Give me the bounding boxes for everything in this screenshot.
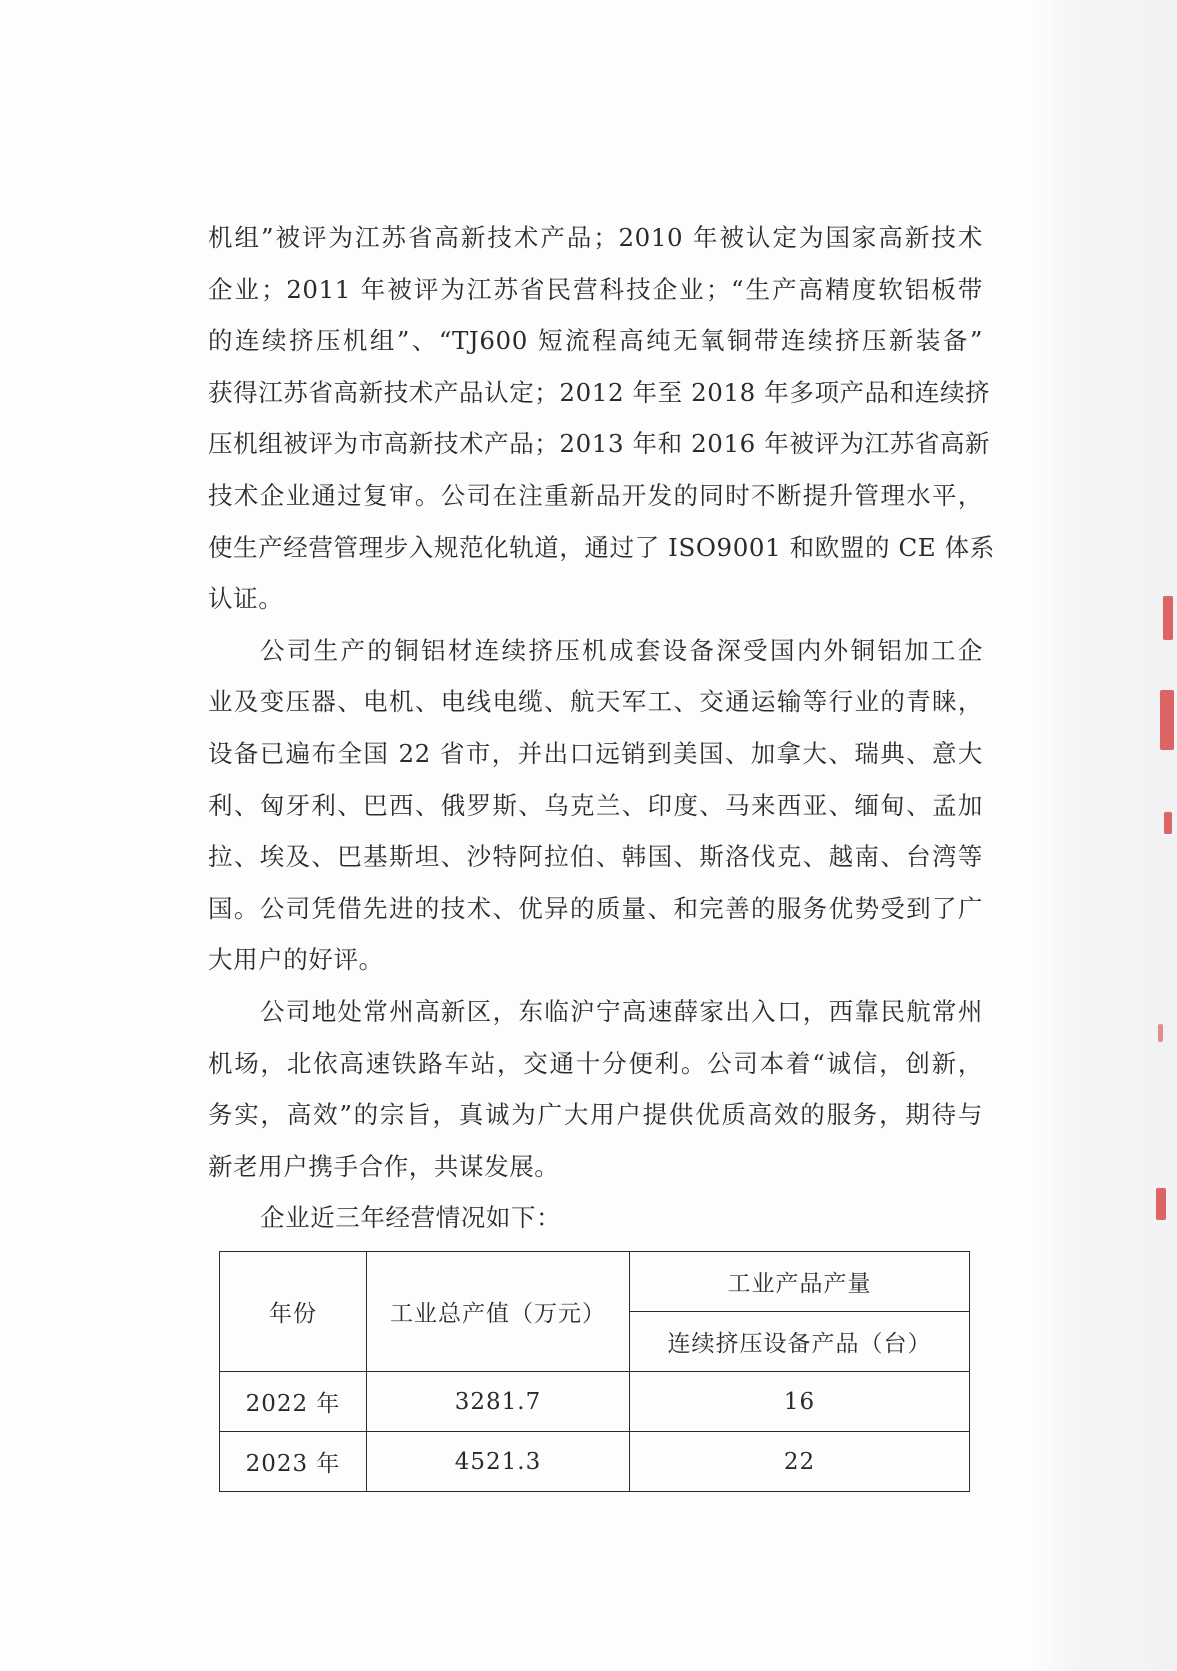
paragraph-line: 新老用户携手合作，共谋发展。 [208,1151,560,1181]
table-header-row [220,1252,970,1312]
table-row [220,1372,970,1432]
table-row [220,1432,970,1492]
paragraph-line: 利、匈牙利、巴西、俄罗斯、乌克兰、印度、马来西亚、缅甸、孟加 [208,790,983,820]
paragraph-line: 企业；2011 年被评为江苏省民营科技企业；“生产高精度软铝板带 [208,274,983,304]
cell-year: 2023 年 [220,1432,367,1492]
operations-table [219,1251,970,1492]
paragraph-line: 公司生产的铜铝材连续挤压机成套设备深受国内外铜铝加工企 [260,635,983,665]
paragraph-line: 的连续挤压机组”、“TJ600 短流程高纯无氧铜带连续挤压新装备” [208,326,983,356]
stamp-fragment [1164,812,1172,834]
table-intro: 企业近三年经营情况如下： [260,1203,562,1233]
body-text [208,212,995,1244]
paragraph-line: 业及变压器、电机、电线电缆、航天军工、交通运输等行业的青睐， [208,687,983,717]
paragraph-line: 设备已遍布全国 22 省市，并出口远销到美国、加拿大、瑞典、意大 [208,738,983,768]
paragraph-line: 认证。 [208,584,284,614]
header-output-value: 工业总产值（万元） [367,1252,630,1372]
paragraph-line: 技术企业通过复审。公司在注重新品开发的同时不断提升管理水平， [208,480,983,510]
paragraph-line: 国。公司凭借先进的技术、优异的质量、和完善的服务优势受到了广 [208,893,983,923]
cell-value: 3281.7 [367,1372,630,1432]
paragraph-line: 获得江苏省高新技术产品认定；2012 年至 2018 年多项产品和连续挤 [208,377,991,407]
header-year: 年份 [220,1252,367,1372]
cell-year: 2022 年 [220,1372,367,1432]
stamp-fragment [1156,1188,1166,1220]
cell-value: 4521.3 [367,1432,630,1492]
paragraph-line: 大用户的好评。 [208,945,384,975]
header-product-sub: 连续挤压设备产品（台） [630,1312,970,1372]
paragraph-line: 压机组被评为市高新技术产品；2013 年和 2016 年被评为江苏省高新 [208,429,991,459]
header-product-output: 工业产品产量 [630,1252,970,1312]
paragraph-line: 机场，北依高速铁路车站，交通十分便利。公司本着“诚信，创新， [208,1048,983,1078]
paragraph-line: 务实，高效”的宗旨，真诚为广大用户提供优质高效的服务，期待与 [208,1100,983,1130]
paragraph-line: 拉、埃及、巴基斯坦、沙特阿拉伯、韩国、斯洛伐克、越南、台湾等 [208,842,983,872]
paragraph-line: 公司地处常州高新区，东临沪宁高速薛家出入口，西靠民航常州 [260,996,983,1026]
cell-units: 16 [630,1372,970,1432]
paragraph-line: 使生产经营管理步入规范化轨道，通过了 ISO9001 和欧盟的 CE 体系 [208,532,995,562]
stamp-fragment [1160,690,1174,750]
stamp-fragment [1158,1024,1163,1042]
paragraph-line: 机组”被评为江苏省高新技术产品；2010 年被认定为国家高新技术 [208,223,983,252]
cell-units: 22 [630,1432,970,1492]
page-edge-shadow [1030,0,1177,1671]
stamp-fragment [1163,596,1173,640]
operations-table-wrapper [219,1251,969,1492]
